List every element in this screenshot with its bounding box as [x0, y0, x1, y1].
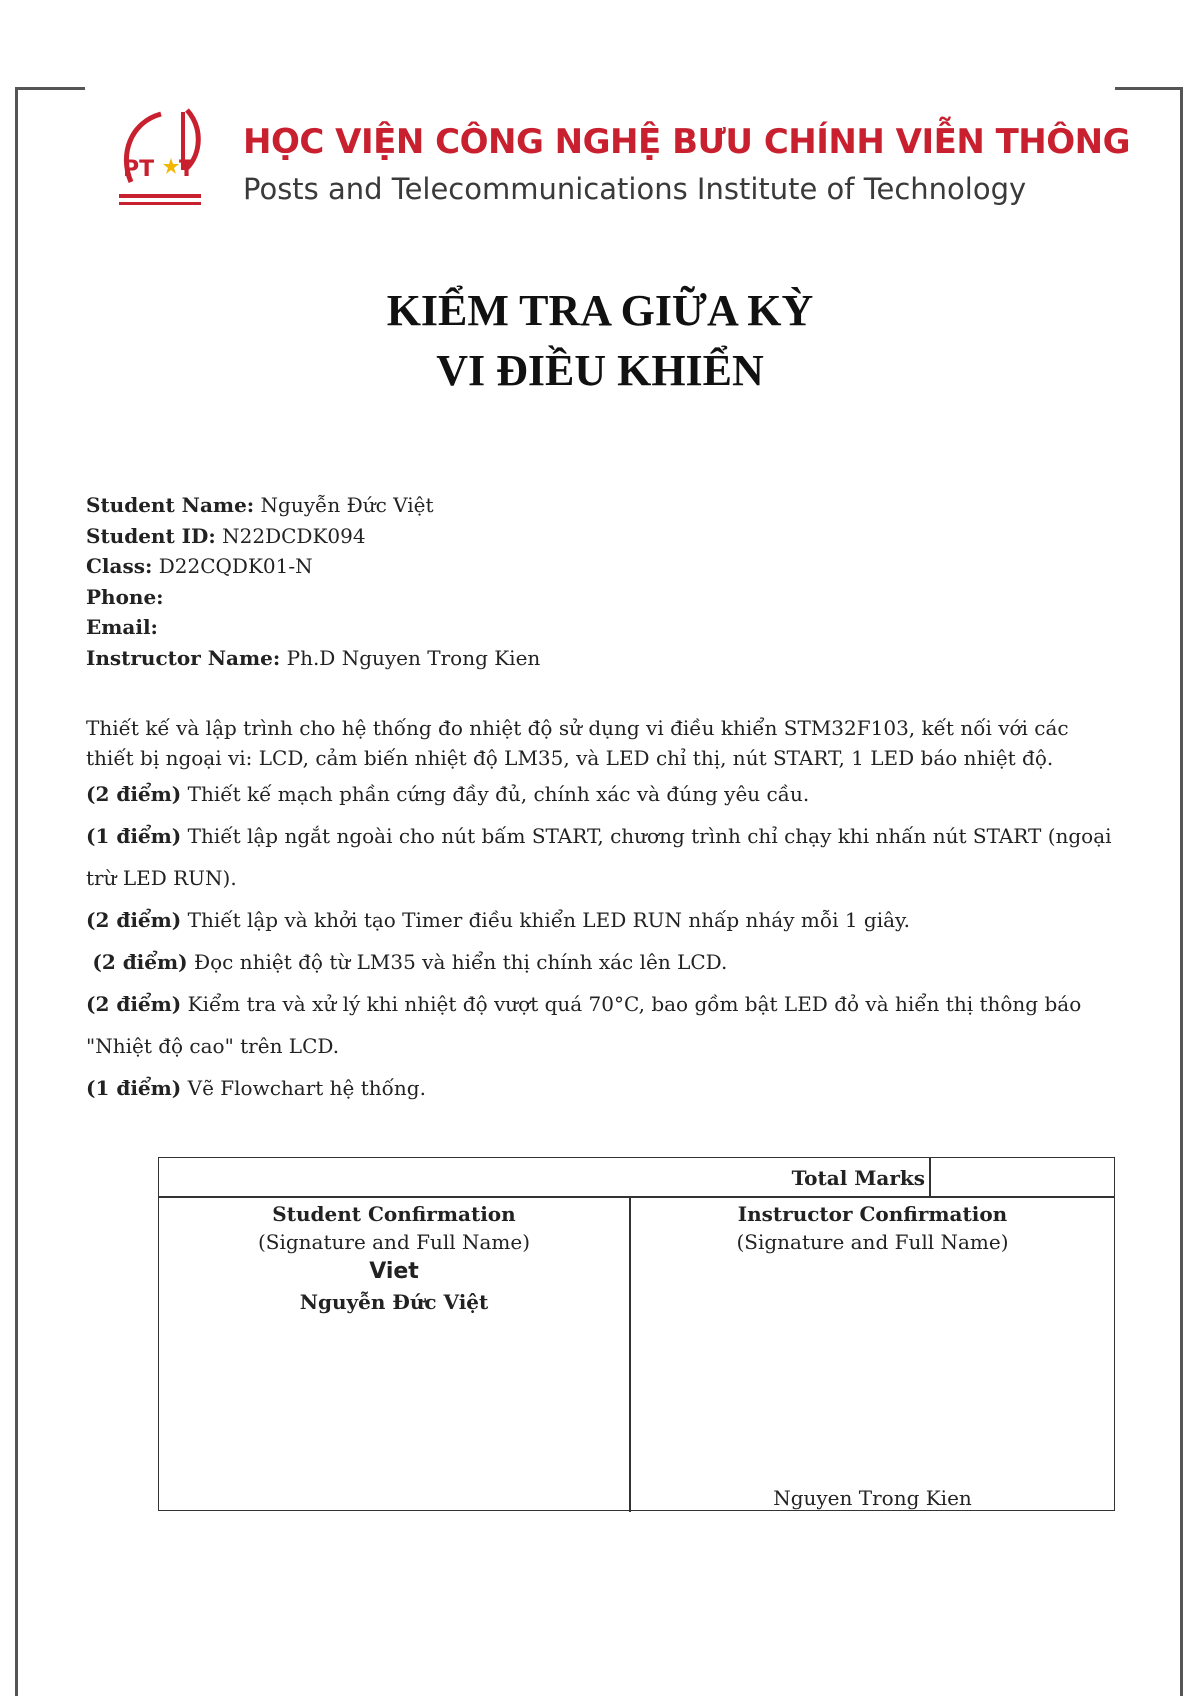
instructor-confirmation-cell [631, 1200, 1114, 1256]
task-points: (2 điểm) [86, 908, 182, 932]
task-item [86, 773, 1116, 815]
task-item [86, 941, 1116, 983]
instructor-value: Ph.D Nguyen Trong Kien [286, 645, 541, 670]
subject-title: VI ĐIỀU KHIỂN [436, 346, 764, 395]
student-full-name: Nguyễn Đức Việt [299, 1290, 489, 1314]
instructor-full-name: Nguyen Trong Kien [773, 1486, 972, 1510]
institute-name-english: Posts and Telecommunications Institute of Technology [243, 172, 1027, 206]
assignment-body [86, 713, 1116, 1109]
task-points: (2 điểm) [86, 992, 182, 1016]
student-name-value: Nguyễn Đức Việt [260, 493, 434, 517]
instructor-line [86, 643, 540, 674]
task-text: Đọc nhiệt độ từ LM35 và hiển thị chính xác lên LCD. [194, 950, 728, 974]
assignment-intro: Thiết kế và lập trình cho hệ thống đo nhiệt độ sử dụng vi điều khiển STM32F103, kết nối với các thiết bị ngoại vi: LCD, cảm biến nhiệt độ LM35, và LED chỉ thị, nút START, 1 LED báo nhiệt độ. [86, 716, 1069, 770]
instructor-confirmation-heading: Instructor Confirmation [737, 1202, 1008, 1226]
instructor-confirmation-subtitle: (Signature and Full Name) [736, 1230, 1009, 1254]
total-marks-divider [929, 1158, 931, 1196]
task-text: Thiết lập và khởi tạo Timer điều khiển LED RUN nhấp nháy mỗi 1 giây. [187, 908, 911, 932]
student-confirmation-subtitle: (Signature and Full Name) [257, 1230, 531, 1254]
student-signature: Viet [369, 1259, 419, 1284]
task-points: (2 điểm) [86, 782, 182, 806]
phone-line [86, 582, 540, 613]
class-line [86, 551, 540, 582]
task-points: (1 điểm) [86, 1076, 182, 1100]
task-text: Thiết lập ngắt ngoài cho nút bấm START, chương trình chỉ chạy khi nhấn nút START (ngoại trừ LED RUN). [86, 824, 1112, 890]
student-id-label: Student ID: [86, 523, 216, 548]
institute-name-vietnamese: HỌC VIỆN CÔNG NGHỆ BƯU CHÍNH VIỄN THÔNG [243, 122, 1131, 162]
class-label: Class: [86, 554, 153, 578]
task-text: Thiết kế mạch phần cứng đầy đủ, chính xác và đúng yêu cầu. [187, 782, 810, 806]
task-item [86, 815, 1116, 899]
student-name-label: Student Name: [86, 493, 255, 517]
svg-text:T: T [179, 157, 195, 182]
task-item [86, 899, 1116, 941]
task-item [86, 983, 1116, 1067]
task-text: Vẽ Flowchart hệ thống. [187, 1076, 426, 1100]
svg-text:PT: PT [123, 157, 155, 182]
frame-top-right-corner [1115, 87, 1183, 90]
table-row-divider [159, 1196, 1114, 1198]
student-confirmation-cell [159, 1200, 629, 1316]
total-marks-label: Total Marks [791, 1166, 925, 1190]
task-item [86, 1067, 1116, 1109]
phone-label: Phone: [86, 584, 164, 609]
task-text: Kiểm tra và xử lý khi nhiệt độ vượt quá 70°C, bao gồm bật LED đỏ và hiển thị thông báo "Nhiệt độ cao" trên LCD. [86, 992, 1082, 1058]
student-id-value: N22DCDK094 [222, 523, 366, 548]
student-confirmation-heading: Student Confirmation [272, 1202, 516, 1226]
ptit-logo [117, 106, 213, 218]
email-label: Email: [86, 615, 158, 639]
frame-top-left-corner [15, 87, 85, 90]
signature-table [158, 1157, 1115, 1511]
email-line [86, 612, 540, 643]
class-value: D22CQDK01-N [158, 554, 313, 578]
student-info-block [86, 490, 540, 673]
exam-title: KIỂM TRA GIỮA KỲ [386, 286, 814, 335]
instructor-label: Instructor Name: [86, 645, 281, 670]
student-id-line [86, 521, 540, 552]
student-name-line [86, 490, 540, 521]
task-points: (2 điểm) [92, 950, 188, 974]
task-points: (1 điểm) [86, 824, 182, 848]
